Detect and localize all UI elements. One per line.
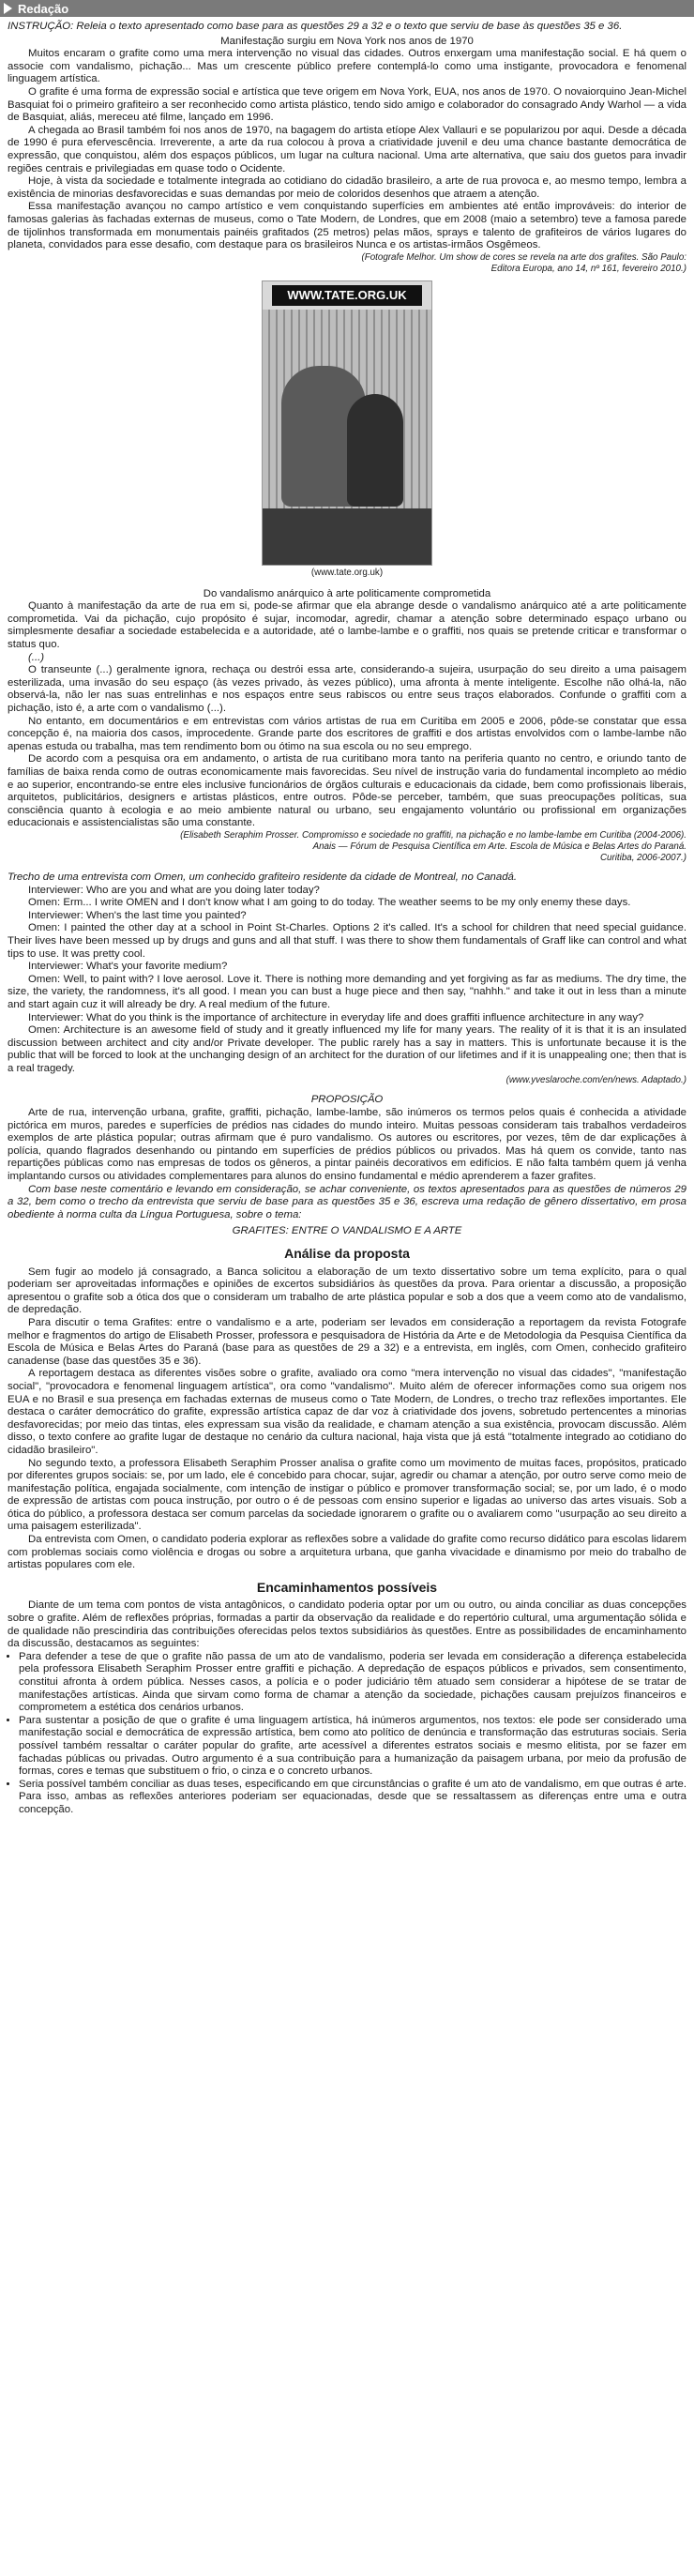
interview-source: (www.yveslaroche.com/en/news. Adaptado.) [505,1075,686,1086]
analysis-paragraph: No segundo texto, a professora Elisabeth Seraphim Prosser analisa o grafite como um movimento de muitas faces, propósitos, praticado por diferentes grupos sociais: se, por um lado, ele é concebido para chocar, sujar, agredir ou chamar a atenção, por outro serve como meio de manifestação política, engajada socialmente, com intenção de instigar o público e promover transformação social; se, por um lado, é o modo de expressão de artistas com pouca instrução, por outro o é de pessoas com ensino superior e ligadas ao universo das artes visuais. Sob a ótica do público, a professora destaca ser comum parcelas da sociedade ignorarem o grafite ou o avaliarem como "usurpação ao seu direito a uma paisagem esterilizada". [8,1457,686,1533]
interview-line: Omen: Well, to paint with? I love aerosol. Love it. There is nothing more demanding and yet forgiving as far as mediums. The dry time, the size, the variety, the randomness, it's all good. I mean you can bust a huge piece and then say, "nahhh." and take it out in less than a minute and start again cuz it will already be dry. A real medium of the future. [8,973,686,1010]
section-header-bar [0,0,694,17]
paths-list [8,1651,686,1817]
proposal-theme: GRAFITES: ENTRE O VANDALISMO E A ARTE [232,1225,462,1237]
list-item: • Seria possível também conciliar as duas teses, especificando em que circunstâncias o grafite é um ato de vandalismo, em que outras é arte. Para isso, ambas as reflexões anteriores poderiam ser equacionadas, desde que se ressaltassem as diferenças entre uma e outra concepção. [19,1779,686,1817]
analysis-paragraph: A reportagem destaca as diferentes visões sobre o grafite, avaliado ora como "mera intervenção no visual das cidades", "manifestação social", "provocadora e fenomenal linguagem artística", ora como "vandalismo". Muito além de oferecer informações como sua origem nos EUA e no Brasil e sua presença em fachadas externas de museus como o Tate Modern, de Londres, o trecho traz reflexões importantes. Ele destaca o caráter democrático do grafite, expressão artística capaz de dar voz à criatividade dos jovens, sobretudo pertencentes a minorias desfavorecidas; por meio das tintas, eles expressam sua visão da realidade, e chamam atenção a sua existência, provocam discussão. Além disso, o texto confere ao grafite lugar de destaque no cenário da cultura nacional, haja vista que já está "totalmente integrado ao cotidiano do cidadão brasileiro". [8,1368,686,1456]
analysis-heading: Análise da proposta [284,1246,410,1261]
figure-caption: (www.tate.org.uk) [310,567,384,578]
text2-paragraph: Quanto à manifestação da arte de rua em si, pode-se afirmar que ela abrange desde o vandalismo anárquico até a arte politicamente comprometida. Vai da pichação, cujo propósito é sujar, incomodar, agredir, chamar a atenção sobre determinado espaço urbano ou simplesmente desafiar a sociedade estabelecida e a autoridade, até o lambe-lambe e o graffiti, nos quais se pretende criticar e transformar o status quo. [8,600,686,651]
text2-source: (Elisabeth Seraphim Prosser. Compromisso e sociedade no graffiti, na pichação e no lambe-lambe em Curitiba (2004-2006). [180,829,686,841]
document-body [0,17,694,1817]
interview-line: Interviewer: When's the last time you painted? [28,909,247,921]
text1-paragraph: O grafite é uma forma de expressão social e artística que teve origem em Nova York, EUA, nos anos de 1970. O novaiorquino Jean-Michel Basquiat foi o primeiro grafiteiro a ser reconhecido como artista plástico, tendo sido amigo e colaborador do consagrado Andy Warhol — a vida de Basquiat, aliás, mereceu até filme, lançado em 1996. [8,85,686,124]
instruction: INSTRUÇÃO: Releia o texto apresentado como base para as questões 29 a 32 e o texto que serviu de base às questões 35 e 36. [8,21,623,32]
play-triangle-icon [4,3,12,14]
interview-intro: Trecho de uma entrevista com Omen, um conhecido grafiteiro residente da cidade de Montreal, no Canadá. [8,871,518,883]
text2-paragraph: De acordo com a pesquisa ora em andamento, o artista de rua curitibano mora tanto na periferia quanto no centro, e oriundo tanto de famílias de baixa renda como de outras economicamente mais favorecidas. Seu nível de instrução varia do fundamental incompleto ao médio e ao superior, encontrando-se entre eles inclusive funcionários de órgãos culturais e educacionais da cidade, bem como profissionais liberais, arquitetos, publicitários, designers e artistas plásticos, entre outros. Pôde-se perceber, também, que suas preocupações políticas, sua consciência quanto à ecologia e ao meio ambiente natural ou urbano, seu engajamento voluntário ou profissional em organizações educacionais e assistencialistas são uma constante. [8,753,686,829]
tate-photo-figure [8,280,686,579]
interview-line: Interviewer: Who are you and what are you doing later today? [28,884,320,896]
proposal-heading: PROPOSIÇÃO [310,1094,384,1106]
section-title: Redação [18,1,69,16]
tate-modern-photo [262,280,432,566]
interview-line: Interviewer: What's your favorite medium? [28,961,228,973]
paths-intro: Diante de um tema com pontos de vista antagônicos, o candidato poderia optar por um ou outro, ou ainda conciliar as duas concepções sobre o grafite. Além de reflexões próprias, formadas a partir da observação da realidade e do repertório cultural, uma argumentação sólida e de qualidade não prescindiria das contribuições oferecidas pelos textos subsidiários às questões. Entre as possibilidades de encaminhamento da discussão, destacamos as seguintes: [8,1599,686,1650]
text1-title: Manifestação surgiu em Nova York nos anos de 1970 [220,35,474,47]
interview-line: Omen: Erm... I write OMEN and I don't know what I am going to do today. The weather seems to be my only enemy these days. [28,897,631,909]
text2-paragraph: No entanto, em documentários e em entrevistas com vários artistas de rua em Curitiba em 2005 e 2006, pôde-se constatar que essa concepção é, na maioria dos casos, improcedente. Grande parte dos escritores de graffiti e dos artistas envolvidos com o lambe-lambe não apenas estuda ou trabalha, mas tem rendimento bom ou ótimo na sua escola ou no seu emprego. [8,715,686,752]
analysis-paragraph: Para discutir o tema Grafites: entre o vandalismo e a arte, poderiam ser levados em consideração a reportagem da revista Fotografe melhor e fragmentos do artigo de Elisabeth Prosser, professora e pesquisadora de História da Arte e de Metodologia da Pesquisa Científica da Escola de Música e Belas Artes do Paraná (base para as questões de 29 a 32) e a entrevista, em inglês, com Omen, conhecido grafiteiro canadense (base das questões 35 e 36). [8,1316,686,1367]
text1-source: (Fotografe Melhor. Um show de cores se revela na arte dos grafites. São Paulo: [361,251,686,263]
text2-paragraph: (...) [28,651,45,663]
analysis-paragraph: Sem fugir ao modelo já consagrado, a Banca solicitou a elaboração de um texto dissertativo sobre um tema explícito, para o qual poderiam ser aproveitadas informações e opiniões de excertos subsidiários às questões da prova. Para orientar a discussão, a proposição apresentou o grafite sob a ótica dos que o consideram um trabalho de arte plástica popular e sob a dos que a veem como ato de vandalismo, de depredação. [8,1265,686,1316]
analysis-paragraph: Da entrevista com Omen, o candidato poderia explorar as reflexões sobre a validade do grafite como recurso didático para escolas lidarem com problemas sociais como violência e drogas ou sobre a arquitetura urbana, que ganha vivacidade e dinamismo por meio do trabalho de artistas populares com ele. [8,1534,686,1571]
list-item: • Para sustentar a posição de que o grafite é uma linguagem artística, há inúmeros argumentos, nos textos: ele pode ser considerado uma manifestação social e democrática de expressão artística, bem como ato político de denúncia e transformação das estruturas sociais. Seria possível também ressaltar o caráter popular do grafite, arte acessível a diferentes estratos sociais e mesmo elitista, por se fazer em fachadas públicas ou privadas. Outro argumento é a sua contribuição para a humanização da paisagem urbana, por meio da profusão de formas, cores e temas que substituem o frio, o cinza e o concreto urbanos. [19,1715,686,1779]
paths-heading: Encaminhamentos possíveis [256,1579,438,1595]
text2-source: Anais — Fórum de Pesquisa Científica em Arte. Escola de Música e Belas Artes do Paraná. [312,841,686,852]
list-item: • Para defender a tese de que o grafite não passa de um ato de vandalismo, poderia ser levada em consideração a diferença estabelecida pela professora Elisabeth Seraphim Prosser entre graffiti e pichação. A depredação de espaços públicos e privados, sem consentimento, constitui afronta à ordem pública. Nesses casos, a polícia e o poder judiciário têm atuado sem considerar a hipótese de se tratar de manifestações artísticas. Ainda que sirvam como forma de chamar a atenção da sociedade, pichações causam prejuízos financeiros e comprometem a estética dos cenários urbanos. [19,1651,686,1715]
text2-paragraph: O transeunte (...) geralmente ignora, rechaça ou destrói essa arte, considerando-a sujeira, usurpação do seu direito a uma paisagem esterilizada, uma invasão do seu espaço (às vezes privado, às vezes público), uma afronta à mente inteligente. Escolhe não olhá-la, não observá-la, não ler nas suas entrelinhas e nos espaços entre seus rabiscos ou entre seus traços elaborados. Confunde o graffiti com a pichação, isto é, a arte com o vandalismo (...). [8,664,686,715]
text1-paragraph: Muitos encaram o grafite como uma mera intervenção no visual das cidades. Outros enxergam uma manifestação social. E há quem o associe com vandalismo, pichação... Mas um crescente público prefere contemplá-lo como uma instigante, provocadora e fenomenal linguagem artística. [8,48,686,85]
text1-paragraph: Essa manifestação avançou no campo artístico e vem conquistando superfícies em ambientes até então improváveis: do interior de famosas galerias às fachadas externas de museus, como o Tate Modern, de Londres, que em 2008 (maio a setembro) teve a famosa parede de tijolinhos transformada em monumentais painéis grafitados (25 metros) pelas mãos, sprays e talento de grafiteiros de vários lugares do planeta, convidados para esse desafio, com destaque para os brasileiros Nunca e os artistas-irmãos Osgêmeos. [8,201,686,251]
text1-source: Editora Europa, ano 14, nº 161, fevereiro 2010.) [490,263,686,274]
text1-paragraph: Hoje, à vista da sociedade e totalmente integrada ao cotidiano do cidadão brasileiro, a arte de rua provoca e, ao mesmo tempo, lembra a existência de minorias desfavorecidas e suas demandas por meio de coloridos desenhos que atraem a atenção. [8,175,686,200]
text2-title: Do vandalismo anárquico à arte politicamente comprometida [203,587,491,599]
tate-sign: WWW.TATE.ORG.UK [272,285,422,306]
proposal-task: Com base neste comentário e levando em consideração, se achar conveniente, os textos apresentados para as questões de números 29 a 32, bem como o trecho da entrevista que serviu de base para as questões 35 e 36, escreva uma redação de gênero dissertativo, em prosa obediente à norma culta da Língua Portuguesa, sobre o tema: [8,1183,686,1220]
text2-source: Curitiba, 2006-2007.) [599,852,686,863]
interview-line: Interviewer: What do you think is the importance of architecture in everyday life and does graffiti influence architecture in any way? [28,1011,644,1023]
proposal-paragraph: Arte de rua, intervenção urbana, grafite, graffiti, pichação, lambe-lambe, são inúmeros os termos pelos quais é conhecida a atividade pictórica em muros, paredes e superfícies de prédios nas cidades do mundo inteiro. Muitas pessoas consideram tais trabalhos verdadeiros exemplos de arte plástica popular; outras afirmam que é puro vandalismo. Os autores ou escritores, por vezes, têm de dar explicações à polícia, quando flagrados desenhando ou pintando em superfícies de prédios públicos ou privados. Mas há quem os convide, tanto nas repartições públicas como nas empresas de todos os gêneros, a pintar painéis decorativos em edifícios. E não falta também quem já venha implantando cursos ou atividades complementares para alunos do ensino fundamental e médio aprenderem a fazer grafites. [8,1107,686,1183]
text1-paragraph: A chegada ao Brasil também foi nos anos de 1970, na bagagem do artista etíope Alex Vallauri e se popularizou por aqui. Desde a década de 1990 é pura efervescência. Irreverente, a arte da rua colocou à prova a criatividade juvenil e deu uma chance bastante democrática de expressão, que conquistou, além dos espaços públicos, um lugar na cultura nacional. Uma arte alternativa, que saiu dos guetos para invadir regiões centrais e privilegiadas em quase todo o Ocidente. [8,124,686,174]
interview-line: Omen: I painted the other day at a school in Point St-Charles. Options 2 it's called. It's a school for children that need special guidance. Their lives have been messed up by drugs and guns and all that stuff. I was there to show them fundamentals of Graff like can control and what tips to use. It was pretty cool. [8,922,686,960]
interview-line: Omen: Architecture is an awesome field of study and it greatly influenced my life for many years. The reality of it is that it is an insulated discussion between architect and city and/or Private developer. The public rarely has a say in matters. This is unfortunate because it is the public that will be forced to look at the unchanging design of an architect for the duration of our lifetimes and if it is unappealing one; then that is a real tragedy. [8,1024,686,1074]
